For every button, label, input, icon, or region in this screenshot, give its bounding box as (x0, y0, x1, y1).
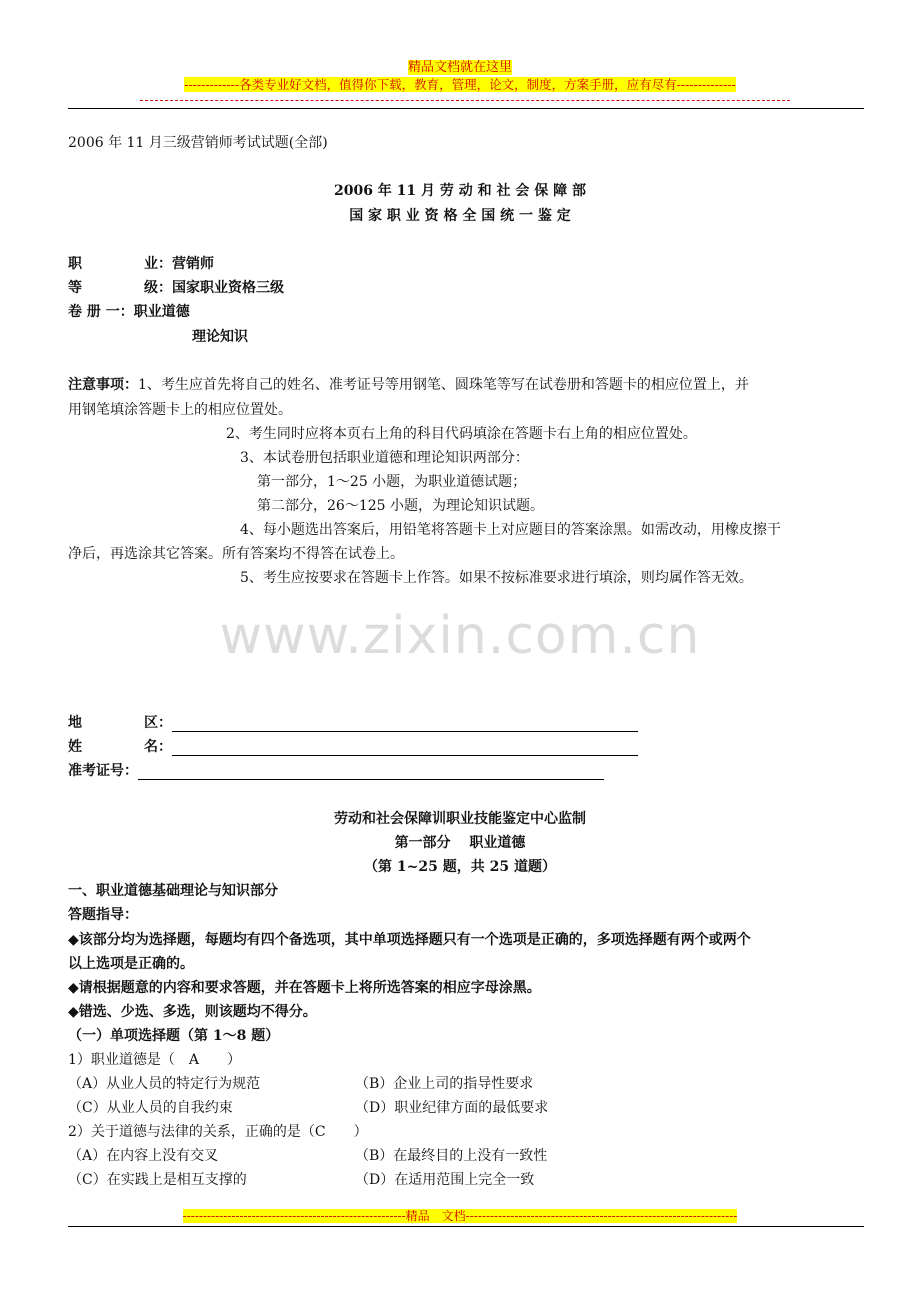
question-2-option-c: （C）在实践上是相互支撑的 (68, 1172, 247, 1188)
occupation-value: 营销师 (172, 256, 214, 272)
exam-title-2: 国 家 职 业 资 格 全 国 统 一 鉴 定 (349, 208, 571, 224)
header-banner (0, 56, 920, 75)
question-1-option-b: （B）企业上司的指导性要求 (355, 1076, 534, 1092)
watermark: www.zixin.com.cn (219, 606, 701, 666)
note-3a: 第一部分，1～25 小题，为职业道德试题； (257, 474, 527, 490)
part-range: （第 1~25 题，共 25 道题） (364, 859, 556, 875)
rule-1a: ◆该部分均为选择题，每题均有四个备选项，其中单项选择题只有一个选项是正确的，多项选择题有两个或两个 (68, 932, 751, 948)
question-1-option-a: （A）从业人员的特定行为规范 (68, 1076, 261, 1092)
exam-title-1: 2006 年 11 月 劳 动 和 社 会 保 障 部 (333, 183, 587, 199)
question-2-stem: 2）关于道德与法律的关系，正确的是（C ） (68, 1124, 368, 1140)
supervisor-line: 劳动和社会保障训职业技能鉴定中心监制 (334, 811, 586, 827)
note-4a: 4、每小题选出答案后，用铅笔将答题卡上对应题目的答案涂黑。如需改动，用橡皮擦干 (240, 522, 781, 538)
level-value: 国家职业资格三级 (172, 280, 284, 296)
footer-rule (68, 1226, 864, 1227)
single-choice-title: （一）单项选择题（第 1～8 题） (68, 1028, 280, 1044)
note-3b: 第二部分，26～125 小题，为理论知识试题。 (257, 498, 544, 514)
name-input-line[interactable] (172, 741, 638, 756)
question-1-option-d: （D）职业纪律方面的最低要求 (355, 1100, 549, 1116)
ticket-input-line[interactable] (138, 765, 604, 780)
header-banner-2 (0, 75, 920, 93)
rule-2: ◆请根据题意的内容和要求答题，并在答题卡上将所选答案的相应字母涂黑。 (68, 980, 541, 996)
level-row (68, 277, 284, 297)
region-label-2: 区： (144, 715, 172, 731)
region-input-line[interactable] (172, 717, 638, 732)
name-field (68, 736, 638, 756)
note-2: 2、考生同时应将本页右上角的科目代码填涂在答题卡右上角的相应位置处。 (226, 426, 697, 442)
guide-label: 答题指导： (68, 907, 138, 923)
region-field (68, 712, 638, 732)
question-1-option-c: （C）从业人员的自我约束 (68, 1100, 233, 1116)
note-1b: 用钢笔填涂答题卡上的相应位置处。 (68, 402, 292, 418)
question-1-stem: 1）职业道德是（ A ） (68, 1052, 242, 1068)
level-label: 等 (68, 280, 82, 296)
header-line2: -------------各类专业好文档，值得你下载，教育，管理，论文，制度，方案手册，应有尽有-------------- (184, 77, 736, 92)
note-3: 3、本试卷册包括职业道德和理论知识两部分： (240, 450, 529, 466)
rule-3: ◆错选、少选、多选，则该题均不得分。 (68, 1004, 317, 1020)
question-2-option-d: （D）在适用范围上完全一致 (355, 1172, 535, 1188)
note-1a: 1、考生应首先将自己的姓名、准考证号等用钢笔、圆珠笔等写在试卷册和答题卡的相应位置上，并 (138, 377, 749, 393)
volume-value-1: 职业道德 (133, 304, 190, 320)
footer-banner (0, 1207, 920, 1224)
name-label: 姓 (68, 739, 82, 755)
notes-label: 注意事项： (68, 377, 138, 393)
occupation-row (68, 253, 214, 273)
level-label-2: 级： (144, 280, 172, 296)
volume-label: 卷 册 一： (68, 304, 134, 320)
note-4b: 净后，再选涂其它答案。所有答案均不得答在试卷上。 (68, 546, 404, 562)
question-2-option-a: （A）在内容上没有交叉 (68, 1148, 219, 1164)
name-label-2: 名： (144, 739, 172, 755)
footer-text: -------------------------------------------------------精品 文档------------------------------------------------------------------- (182, 1209, 738, 1223)
volume-row (68, 301, 190, 321)
subsection-title: 一、职业道德基础理论与知识部分 (68, 883, 278, 899)
volume-value-2: 理论知识 (192, 329, 248, 345)
header-line1: 精品文档就在这里 (407, 60, 512, 75)
note-5: 5、考生应按要求在答题卡上作答。如果不按标准要求进行填涂，则均属作答无效。 (240, 570, 753, 586)
ticket-field (68, 760, 604, 780)
ticket-label: 准考证号： (68, 763, 138, 779)
region-label: 地 (68, 715, 82, 731)
header-dashed-rule (140, 100, 790, 101)
doc-title: 2006 年 11 月三级营销师考试试题(全部) (68, 135, 328, 151)
notes-line-1 (68, 374, 749, 394)
rule-1b: 以上选项是正确的。 (68, 956, 194, 972)
header-rule (68, 108, 864, 109)
occupation-label-2: 业： (144, 256, 172, 272)
question-2-option-b: （B）在最终目的上没有一致性 (355, 1148, 548, 1164)
part-title: 第一部分 职业道德 (394, 835, 526, 851)
occupation-label: 职 (68, 256, 82, 272)
